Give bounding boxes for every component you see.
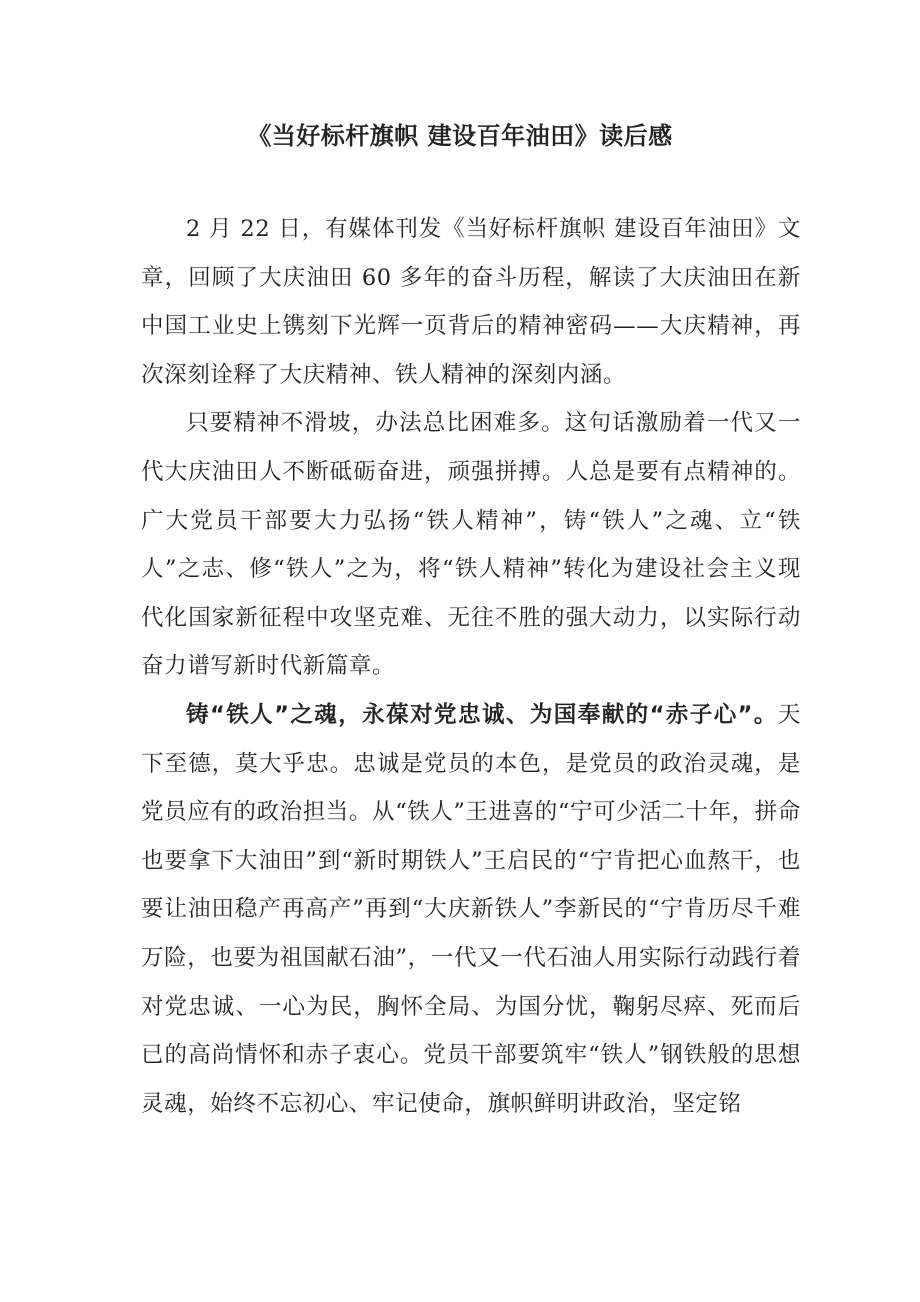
paragraph-1-text: 2 月 22 日，有媒体刊发《当好标杆旗帜 建设百年油田》文章，回顾了大庆油田 60 多年的奋斗历程，解读了大庆油田在新中国工业史上镌刻下光辉一页背后的精神密码——大庆精神，再次深刻诠释了大庆精神、铁人精神的深刻内涵。 [141, 216, 801, 388]
paragraph-2 [141, 399, 801, 691]
document-body [141, 205, 801, 1128]
paragraph-2-text: 只要精神不滑坡，办法总比困难多。这句话激励着一代又一代大庆油田人不断砥砺奋进，顽强拼搏。人总是要有点精神的。广大党员干部要大力弘扬“铁人精神”，铸“铁人”之魂、立“铁人”之志、修“铁人”之为，将“铁人精神”转化为建设社会主义现代化国家新征程中攻坚克难、无往不胜的强大动力，以实际行动奋力谱写新时代新篇章。 [141, 410, 801, 680]
paragraph-3 [141, 691, 801, 1128]
document-title: 《当好标杆旗帜 建设百年油田》读后感 [247, 122, 673, 150]
paragraph-3-text: 天下至德，莫大乎忠。忠诚是党员的本色，是党员的政治灵魂，是党员应有的政治担当。从“铁人”王进喜的“宁可少活二十年，拼命也要拿下大油田”到“新时期铁人”王启民的“宁肯把心血熬干，也要让油田稳产再高产”再到“大庆新铁人”李新民的“宁肯历尽千难万险，也要为祖国献石油”，一代又一代石油人用实际行动践行着对党忠诚、一心为民，胸怀全局、为国分忧，鞠躬尽瘁、死而后已的高尚情怀和赤子衷心。党员干部要筑牢“铁人”钢铁般的思想灵魂，始终不忘初心、牢记使命，旗帜鲜明讲政治，坚定铭 [141, 701, 802, 1117]
paragraph-3-lead: 铸“铁人”之魂，永葆对党忠诚、为国奉献的“赤子心”。 [186, 701, 778, 728]
paragraph-1 [141, 205, 801, 399]
